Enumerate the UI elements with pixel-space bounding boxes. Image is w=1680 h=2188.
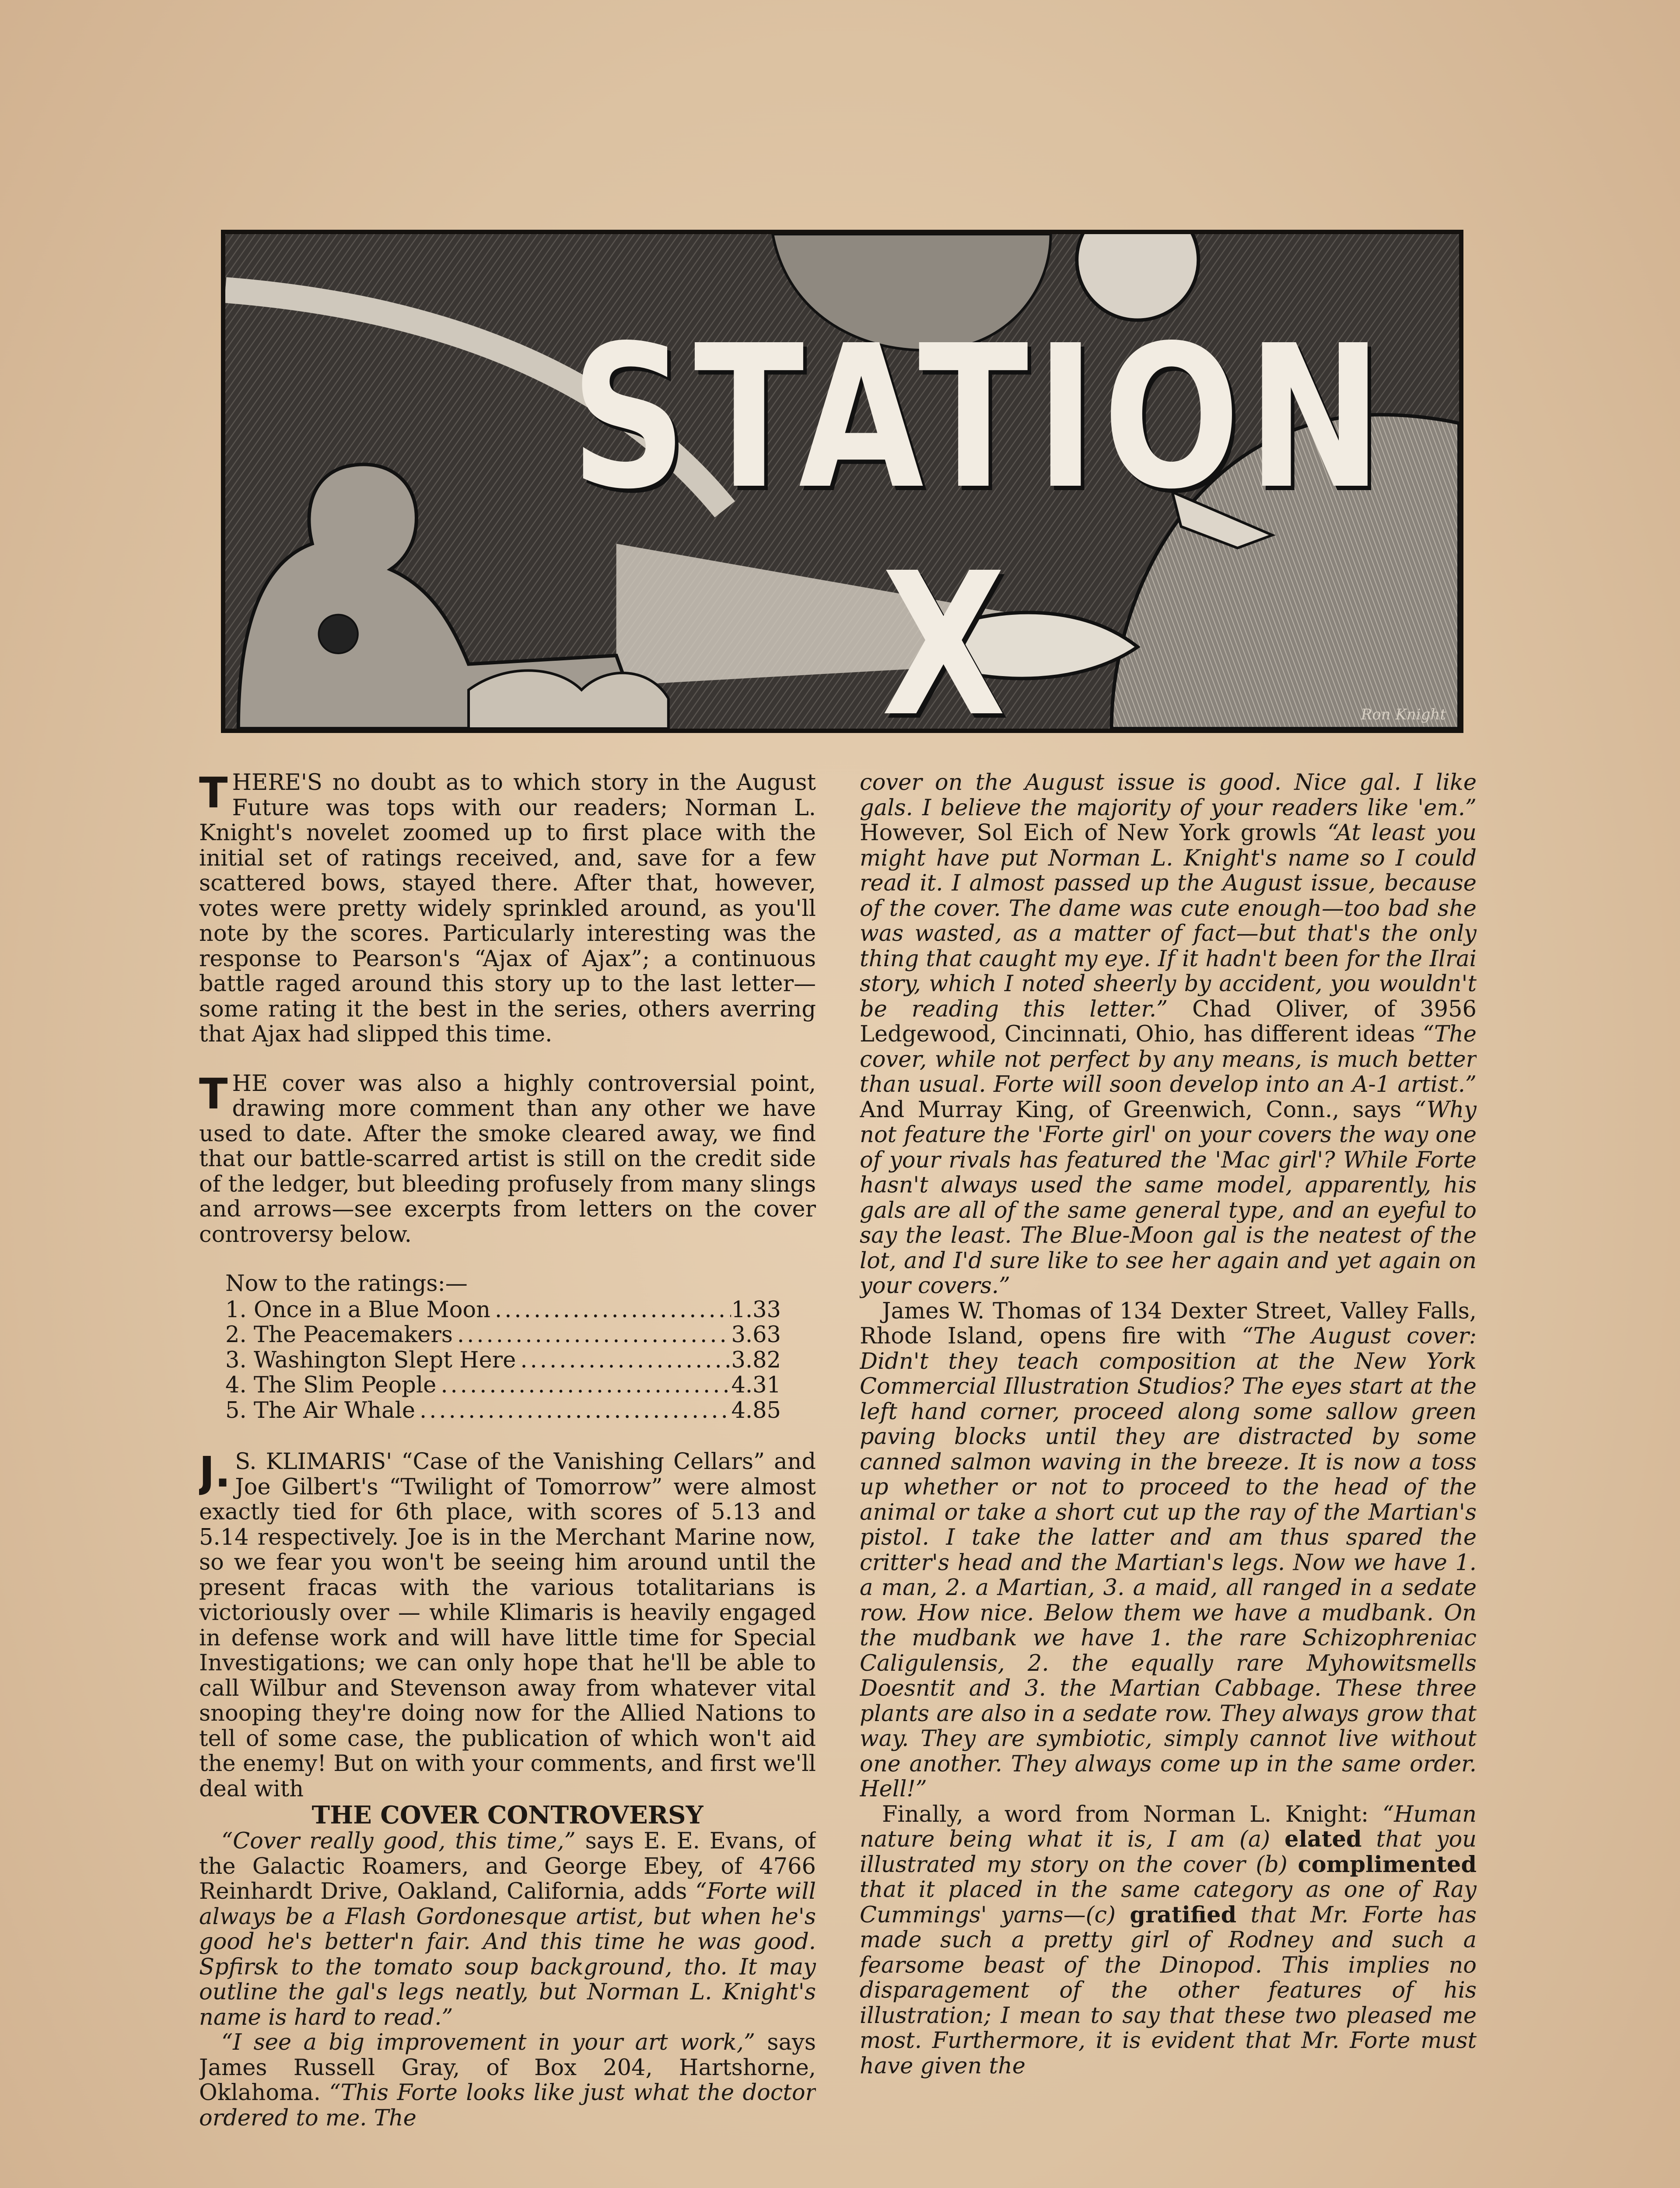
intro-paragraph [199,770,816,1047]
rating-row [225,1373,781,1398]
narration: James W. Thomas of 134 Dexter Street, Valley Falls, Rhode Island, opens fire with [860,1298,1477,1349]
right-column [860,770,1477,2188]
gray-paragraph [199,2030,816,2131]
quote: “Forte will always be a Flash Gordonesque artist, but when he's good he's better'n fair. And this time he was good. Spfirsk to the tomato soup background, tho. It may outline the gal's legs neatly, but Norman L. Knight's name is hard to read.” [199,1879,816,2030]
cover-text: HE cover was also a highly controversial point, drawing more comment than any other we have used to date. After the smoke cleared away, we find that our battle-scarred artist is still on the credit side of the ledger, but bleeding profusely from many slings and arrows—see excerpts from letters on the cover controversy below. [199,1070,816,1248]
rating-score: 3.63 [731,1322,781,1348]
rating-title: 4. The Slim People [225,1373,437,1398]
dot-leader [490,1297,731,1323]
quote: that it placed in the same category as one of Ray Cummings' yarns—(c) [860,1877,1477,1928]
quote: “The August cover: Didn't they teach composition at the New York Commercial Illustration Studios? The eyes start at the left hand corner, proceed along some sallow green paving blocks until they are distracted by some canned salmon waving in the breeze. It is now a toss up whether or not to proceed to the head of the animal or take a short cut up the ray of the Martian's pistol. I take the latter and am thus spared the critter's head and the Martian's legs. Now we have 1. a man, 2. a Martian, 3. a maid, all ranged in a sedate row. How nice. Below them we have a mudbank. On the mudbank we have 1. the rare Schizophreniac Caligulensis, 2. the equally rare Myhowitsmells Doesntit and 3. the Martian Cabbage. These three plants are also in a sedate row. They always grow that way. They are symbiotic, simply cannot live without one another. They always come up in the same order. Hell!” [860,1323,1477,1802]
rating-score: 4.85 [731,1398,781,1423]
emphasis: complimented [1298,1851,1477,1878]
rating-row [225,1297,781,1323]
ratings-intro: Now to the ratings:— [225,1271,468,1297]
thomas-paragraph [860,1299,1477,1802]
rating-title: 3. Washington Slept Here [225,1347,516,1373]
dot-leader [415,1398,731,1424]
quote: “Cover really good, this time,” [221,1828,576,1854]
quote: “This Forte looks like just what the doctor ordered to me. The [199,2080,816,2131]
quote: cover on the August issue is good. Nice gal. I like gals. I believe the majority of your readers like 'em.” [860,770,1477,821]
ratings-list [199,1297,816,1424]
narration: However, Sol Eich of New York growls [860,820,1328,846]
quote: “Human nature being what it is, I am (a) [860,1801,1477,1852]
rating-row [225,1398,781,1424]
intro-text: HERE'S no doubt as to which story in the August Future was tops with our readers; Norman L. Knight's novelet zoomed up to first place with the initial set of ratings received, and, save for a few scattered bows, stayed there. After that, however, votes were pretty widely sprinkled around, as you'll note by the scores. Particularly interesting was the response to Pearson's “Ajax of Ajax”; a continuous battle raged around this story up to the last letter—some rating it the best in the series, others averring that Ajax had slipped this time. [199,770,816,1047]
dot-leader [453,1322,732,1348]
dot-leader [436,1373,731,1398]
klimaris-text: S. KLIMARIS' “Case of the Vanishing Cellars” and Joe Gilbert's “Twilight of Tomorrow” were almost exactly tied for 6th place, with scores of 5.13 and 5.14 respectively. Joe is in the Merchant Marine now, so we fear you won't be seeing him around until the present fracas with the various totalitarians is victoriously over — while Klimaris is heavily engaged in defense work and will have little time for Special Investigations; we can only hope that he'll be able to call Wilbur and Stevenson away from whatever vital snooping they're doing now for the Allied Nations to tell of some case, the publication of which won't aid the enemy! But on with your comments, and first we'll deal with [199,1449,816,1802]
quote: “I see a big improvement in your art work,” [221,2030,756,2055]
narration: And Murray King, of Greenwich, Conn., says [860,1097,1415,1123]
artist-signature: Ron Knight [1361,706,1446,723]
quote: that you illustrated my story on the cover (b) [860,1827,1477,1878]
rating-score: 3.82 [731,1347,781,1373]
left-column [199,770,816,2188]
quote: “The cover, while not perfect by any means, is much better than usual. Forte will soon develop into an A-1 artist.” [860,1021,1477,1098]
evans-paragraph [199,1829,816,2030]
knight-paragraph [860,1802,1477,2079]
narration: Chad Oliver, of 3956 Ledgewood, Cincinnati, Ohio, has different ideas [860,996,1477,1047]
emphasis: gratified [1130,1901,1237,1928]
quote: “Why not feature the 'Forte girl' on your covers the way one of your rivals has featured the 'Mac girl'? While Forte hasn't always used the same model, apparently, his gals are all of the same general type, and an eyeful to say the least. The Blue-Moon gal is the neatest of the lot, and I'd sure like to see her again and yet again on your covers.” [860,1097,1477,1299]
pilot-emblem [318,615,357,653]
klimaris-paragraph [199,1449,816,1802]
dot-leader [516,1348,731,1373]
station-x-banner [221,230,1463,733]
rating-title: 1. Once in a Blue Moon [225,1297,490,1322]
rating-row [225,1322,781,1348]
rating-score: 1.33 [731,1297,781,1322]
rating-title: 2. The Peacemakers [225,1322,453,1348]
quote: that Mr. Forte has made such a pretty girl of Rodney and such a fearsome beast of the Dinopod. This implies no disparagement of the other features of his illustration; I mean to say that these two pleased me most. Furthermore, it is evident that Mr. Forte must have given the [860,1902,1477,2079]
dropcap: T [199,1069,228,1119]
cover-paragraph [199,1071,816,1248]
rating-row [225,1348,781,1373]
narration: says E. E. Evans, of the Galactic Roamers, and George Ebey, of 4766 Reinhardt Drive, Oakland, California, adds [199,1828,816,1904]
dropcap: T [199,770,228,817]
dropcap: J. [199,1448,231,1497]
rating-title: 5. The Air Whale [225,1398,416,1423]
section-heading: THE COVER CONTROVERSY [312,1801,704,1830]
banner-title: STATION X [570,303,1390,733]
narration: says James Russell Gray, of Box 204, Hartshorne, Oklahoma. [199,2030,816,2106]
emphasis: elated [1284,1826,1362,1852]
narration: Finally, a word from Norman L. Knight: [882,1801,1382,1827]
rating-score: 4.31 [731,1373,781,1398]
continued-paragraph [860,770,1477,1299]
quote: “At least you might have put Norman L. Knight's name so I could read it. I almost passed up the August issue, because of the cover. The dame was cute enough—too bad she was wasted, as a matter of fact—but that's the only thing that caught my eye. If it hadn't been for the Ilrai story, which I noted sheerly by accident, you wouldn't be reading this letter.” [860,820,1477,1022]
